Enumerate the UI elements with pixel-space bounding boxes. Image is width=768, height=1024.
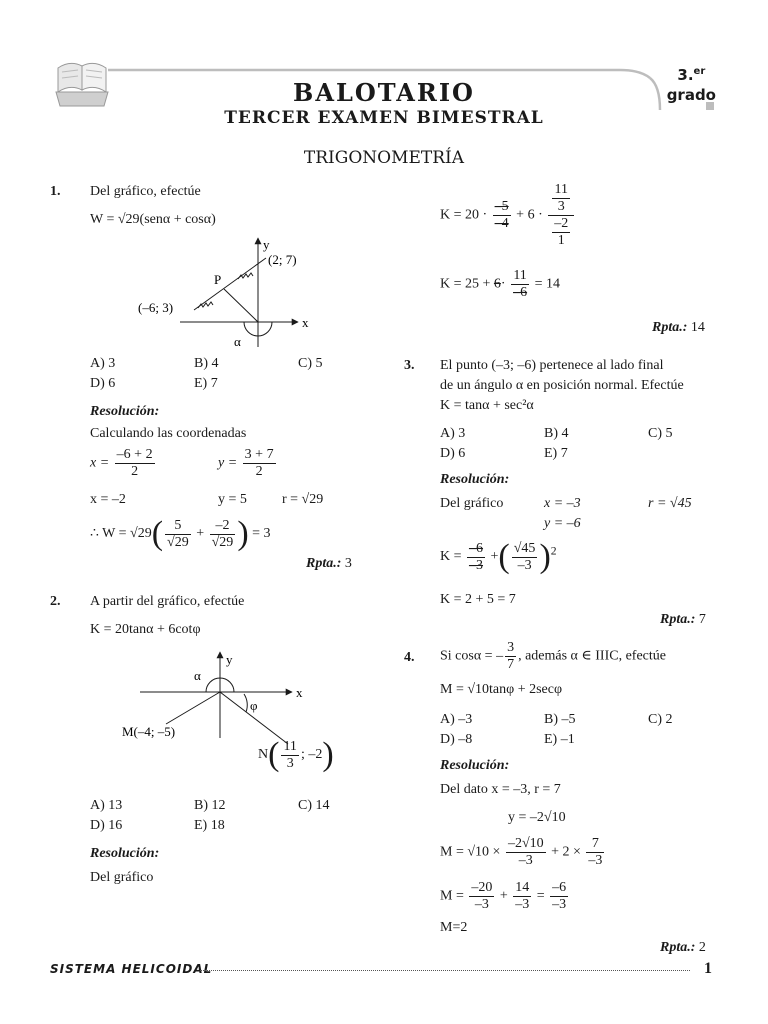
problem-2-k2: K = 25 + 6· $\frac{11}{-6}$ = 14 — [440, 268, 560, 300]
problem-3-options — [440, 424, 752, 464]
svg-text:y: y — [263, 237, 270, 252]
svg-text:x: x — [302, 315, 309, 330]
option-b: B) –5 — [544, 712, 576, 727]
option-a: A) 3 — [90, 356, 116, 371]
problem-4-m1: M = √10 × $\frac{-2√10}{-3}$ + 2 × $\frac{7}{-3}$ — [440, 836, 603, 868]
option-e: E) 7 — [194, 376, 218, 391]
option-b: B) 4 — [544, 426, 569, 441]
option-d: D) 6 — [440, 446, 466, 461]
problem-3-number: 3. — [404, 358, 415, 373]
svg-text:(–6; 3): (–6; 3) — [138, 300, 174, 315]
problem-2-formula: K = 20tanα + 6cotφ — [90, 622, 201, 637]
option-c: C) 5 — [648, 426, 673, 441]
problem-2-res-line1: Del gráfico — [90, 870, 154, 885]
option-a: A) 13 — [90, 798, 123, 813]
problem-1-values: x = –2 y = 5 r = √29 — [90, 492, 324, 507]
problem-1-w-result: ∴ W = √29( $\frac{5}{√29}$ + $\frac{-2}{√29}$ ) = 3 — [90, 515, 271, 552]
page-title: BALOTARIO — [293, 78, 475, 107]
svg-text:α: α — [194, 668, 201, 683]
problem-1-number: 1. — [50, 184, 61, 199]
problem-1-figure — [120, 232, 330, 352]
option-e: E) –1 — [544, 732, 575, 747]
problem-4-dato: Del dato x = –3, r = 7 — [440, 782, 561, 797]
problem-4-formula: M = √10tanφ + 2secφ — [440, 682, 563, 697]
option-c: C) 14 — [298, 798, 330, 813]
problem-3-k: K = $\frac{-6}{-3}$ +( $\frac{√45}{-3}$ )$^2$ — [440, 538, 557, 575]
option-d: D) 16 — [90, 818, 123, 833]
problem-3-y: y = –6 — [544, 516, 581, 531]
problem-2-answer: Rpta.: 14 — [652, 320, 705, 335]
problem-2-k1: K = 20 · $\frac{-5}{-4}$ + 6 · $\frac{\frac{11}{3}}{\frac{-2}{1}}$ — [440, 182, 576, 249]
problem-2-number: 2. — [50, 594, 61, 609]
option-c: C) 2 — [648, 712, 673, 727]
problem-4-number: 4. — [404, 650, 415, 665]
grade-badge: 3.$^{er}$ grado — [666, 66, 716, 104]
svg-text:(2; 7): (2; 7) — [268, 252, 297, 267]
option-a: A) 3 — [440, 426, 466, 441]
problem-1-answer: Rpta.: 3 — [306, 556, 352, 571]
option-e: E) 18 — [194, 818, 225, 833]
problem-2-statement: A partir del gráfico, efectúe — [90, 594, 245, 609]
footer-divider — [200, 970, 690, 971]
problem-1-xy-fractions: x = $\frac{-6 + 2}{2}$ — [90, 447, 153, 479]
svg-text:x: x — [296, 685, 303, 700]
problem-4-m3: M=2 — [440, 920, 468, 935]
problem-2-options — [90, 796, 402, 836]
problem-1-res-line1: Calculando las coordenadas — [90, 426, 247, 441]
problem-2-resolution-label: Resolución: — [90, 846, 160, 861]
svg-text:y: y — [226, 652, 233, 667]
svg-text:M(–4; –5): M(–4; –5) — [122, 724, 176, 739]
problem-4-y: y = –2√10 — [508, 810, 566, 825]
problem-4-resolution-label: Resolución: — [440, 758, 510, 773]
option-e: E) 7 — [544, 446, 568, 461]
svg-text:φ: φ — [250, 698, 258, 713]
option-c: C) 5 — [298, 356, 323, 371]
subject-title: TRIGONOMETRÍA — [303, 148, 465, 168]
problem-3-resolution-label: Resolución: — [440, 472, 510, 487]
problem-4-statement: Si cosα = – $\frac{3}{7}$ , además α ∈ IIIC, efectúe — [440, 640, 666, 672]
option-a: A) –3 — [440, 712, 473, 727]
problem-4-answer: Rpta.: 2 — [660, 940, 706, 955]
problem-4-options — [440, 710, 752, 750]
page-number: 1 — [704, 960, 712, 977]
problem-2-point-n: N( $\frac{11}{3}$ ; –2) — [258, 736, 334, 773]
problem-1-formula: W = √29(senα + cosα) — [90, 212, 216, 227]
problem-1-options — [90, 354, 402, 394]
problem-4-m2: M = $\frac{-20}{-3}$ + $\frac{14}{-3}$ = $\frac{-6}{-3}$ — [440, 880, 567, 912]
problem-3-answer: Rpta.: 7 — [660, 612, 706, 627]
svg-text:P: P — [214, 272, 222, 287]
problem-1-resolution-label: Resolución: — [90, 404, 160, 419]
option-d: D) 6 — [90, 376, 116, 391]
problem-1-statement: Del gráfico, efectúe — [90, 184, 201, 199]
option-b: B) 4 — [194, 356, 219, 371]
option-d: D) –8 — [440, 732, 473, 747]
problem-3-statement: El punto (–3; –6) pertenece al lado final de un ángulo α en posición normal. Efectúe K = tanα + sec²α — [440, 358, 684, 413]
svg-text:α: α — [234, 334, 241, 349]
page-subtitle: TERCER EXAMEN BIMESTRAL — [224, 108, 544, 128]
problem-3-values: Del gráfico x = –3 r = √45 — [440, 496, 692, 511]
footer-brand: SISTEMA HELICOIDAL — [50, 962, 213, 976]
option-b: B) 12 — [194, 798, 226, 813]
problem-3-k2: K = 2 + 5 = 7 — [440, 592, 516, 607]
